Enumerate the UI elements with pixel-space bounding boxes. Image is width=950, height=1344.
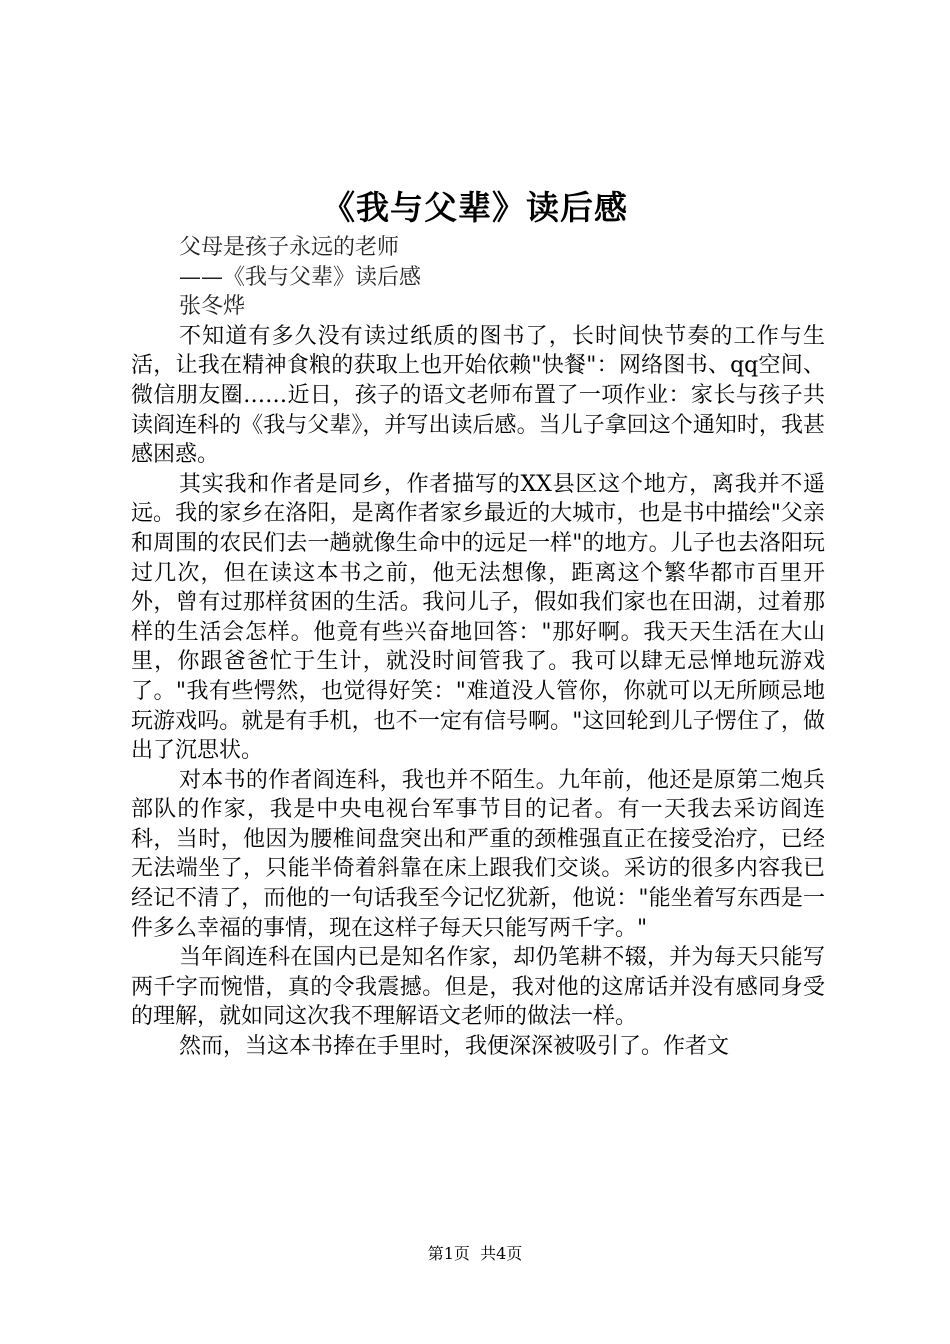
body-paragraph: 不知道有多久没有读过纸质的图书了，长时间快节奏的工作与生活，让我在精神食粮的获取上也开始依赖"快餐"：网络图书、qq空间、微信朋友圈……近日，孩子的语文老师布置了一项作业：家长与孩子共读阎连科的《我与父辈》，并写出读后感。当儿子拿回这个通知时，我甚感困惑。 bbox=[131, 323, 825, 468]
body-paragraph: 当年阎连科在国内已是知名作家，却仍笔耕不辍，并为每天只能写两千字而惋惜，真的令我震撼。但是，我对他的这席话并没有感同身受的理解，就如同这次我不理解语文老师的做法一样。 bbox=[131, 945, 825, 1030]
footer-spacer bbox=[470, 1244, 480, 1263]
document-title: 《我与父辈》读后感 bbox=[322, 188, 628, 227]
subtitle-line: 父母是孩子永远的老师 bbox=[179, 235, 400, 260]
subtitle-line: ——《我与父辈》读后感 bbox=[179, 264, 422, 290]
page-footer bbox=[0, 1243, 950, 1265]
document-body bbox=[131, 233, 825, 1062]
author-name: 张冬烨 bbox=[179, 294, 246, 320]
body-paragraph: 其实我和作者是同乡，作者描写的XX县区这个地方，离我并不遥远。我的家乡在洛阳，是离作者家乡最近的大城市，也是书中描绘"父亲和周围的农民们去一趟就像生命中的远足一样"的地方。儿子也去洛阳玩过几次，但在读这本书之前，他无法想像，距离这个繁华都市百里开外，曾有过那样贫困的生活。我问儿子，假如我们家也在田湖，过着那样的生活会怎样。他竟有些兴奋地回答："那好啊。我天天生活在大山里，你跟爸爸忙于生计，就没时间管我了。我可以肆无忌惮地玩游戏了。"我有些愕然，也觉得好笑："难道没人管你，你就可以无所顾忌地玩游戏吗。就是有手机，也不一定有信号啊。"这回轮到儿子愣住了，做出了沉思状。 bbox=[131, 471, 825, 764]
body-paragraph: 对本书的作者阎连科，我也并不陌生。九年前，他还是原第二炮兵部队的作家，我是中央电视台军事节目的记者。有一天我去采访阎连科，当时，他因为腰椎间盘突出和严重的颈椎强直正在接受治疗，已经无法端坐了，只能半倚着斜靠在床上跟我们交谈。采访的很多内容我已经记不清了，而他的一句话我至今记忆犹新，他说："能坐着写东西是一件多么幸福的事情，现在这样子每天只能写两千字。" bbox=[131, 767, 825, 941]
body-paragraph: 然而，当这本书捧在手里时，我便深深被吸引了。作者文 bbox=[179, 1034, 730, 1060]
page-total: 共4页 bbox=[480, 1244, 523, 1263]
page-number: 第1页 bbox=[427, 1244, 470, 1263]
